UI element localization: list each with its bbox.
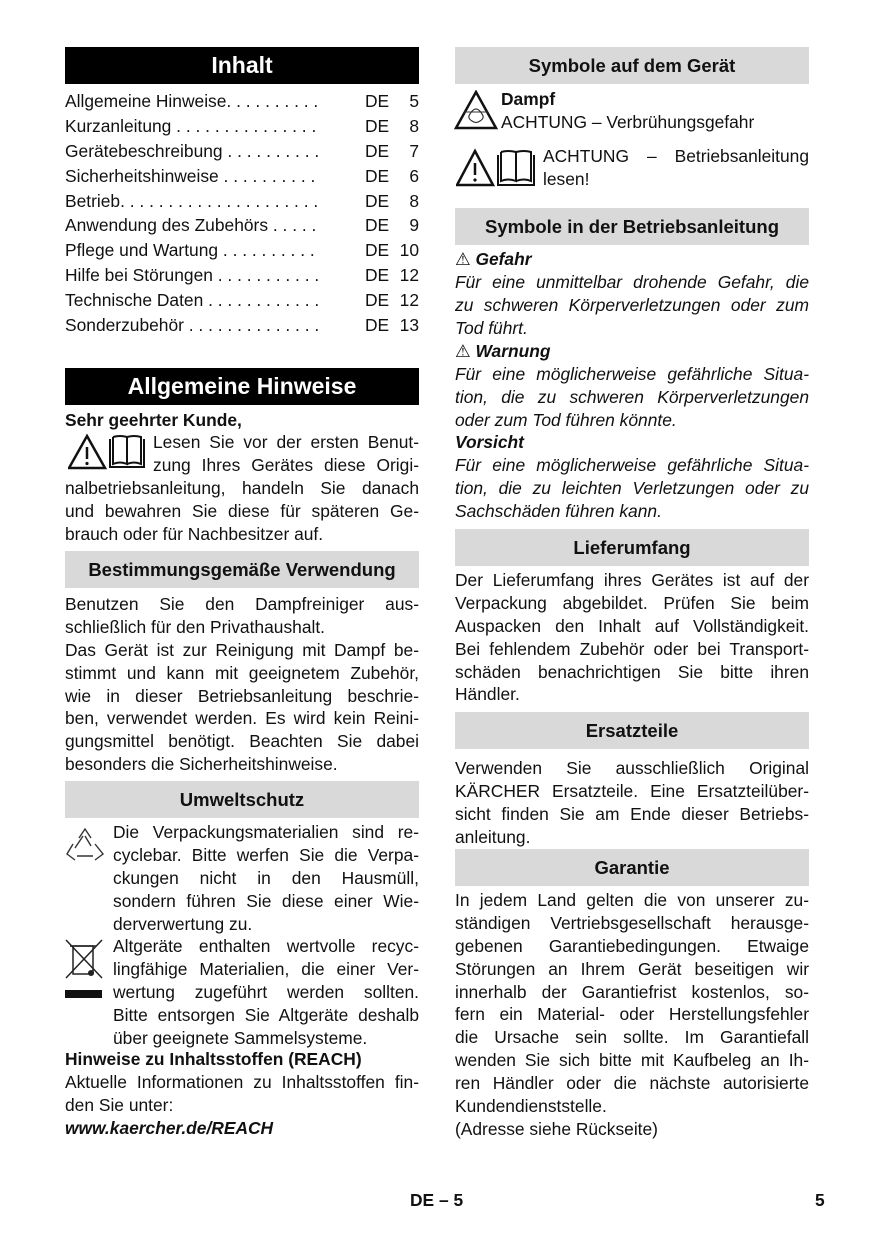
toc-entry-page: 10: [399, 240, 419, 261]
text-line: und bewahren Sie diese für späteren Ge-: [65, 500, 419, 521]
reach-text: [65, 1071, 419, 1117]
text-line: Benutzen Sie den Dampfreiniger aus-: [65, 594, 419, 614]
toc-entry-page: 12: [399, 265, 419, 286]
warnung-heading: ⚠ Warnung: [455, 341, 551, 361]
toc-entry-prefix: DE: [365, 165, 390, 186]
text-line: brauch oder für Nachbesitzer auf.: [65, 523, 324, 544]
toc-entry-page: 8: [409, 190, 419, 211]
toc-entry-label: Anwendung des Zubehörs . . . . .: [65, 215, 317, 236]
toc-entry-label: Gerätebeschreibung . . . . . . . . . .: [65, 140, 320, 161]
reach-link[interactable]: www.kaercher.de/REACH: [65, 1118, 274, 1138]
text-line: Sachschäden führen kann.: [455, 500, 662, 521]
text-line: nalbetriebsanleitung, handeln Sie danach: [65, 477, 419, 498]
text-line: Die Verpackungsmaterialien sind re-: [113, 822, 419, 842]
table-of-contents: [65, 89, 419, 338]
text-line: den Sie unter:: [65, 1094, 174, 1115]
text-line: fern ein Material- oder Herstellungsfehler: [455, 1004, 809, 1025]
toc-entry-prefix: DE: [365, 140, 390, 161]
toc-entry-page: 6: [409, 165, 419, 186]
section-heading-bestimmung: Bestimmungsgemäße Verwendung: [65, 551, 419, 588]
toc-entry-label: Technische Daten . . . . . . . . . . . .: [65, 290, 320, 311]
text-line: cyclebar. Bitte werfen Sie die Verpa-: [113, 844, 419, 865]
section-heading-symbole-anleitung: Symbole in der Betriebsanleitung: [455, 208, 809, 245]
text-line: Bitte entsorgen Sie Altgeräte deshalb: [113, 1004, 419, 1025]
toc-entry-label: Allgemeine Hinweise. . . . . . . . . .: [65, 91, 319, 111]
gefahr-heading: ⚠ Gefahr: [455, 249, 532, 269]
section-heading-umweltschutz: Umweltschutz: [65, 781, 419, 818]
toc-entry[interactable]: [65, 238, 419, 263]
recycling-icon: [65, 826, 105, 864]
greeting: Sehr geehrter Kunde,: [65, 410, 242, 430]
text-line: ckungen nicht in den Hausmüll,: [113, 867, 419, 888]
text-line: ständigen Vertriebsgesellschaft herausge-: [455, 912, 809, 933]
text-line: Tod führt.: [455, 317, 528, 338]
text-line: Auspacken den Inhalt auf Vollständigkeit.: [455, 615, 809, 636]
toc-entry-label: Sonderzubehör . . . . . . . . . . . . . .: [65, 315, 320, 336]
toc-entry-prefix: DE: [365, 265, 390, 286]
warning-read-manual-icon: [456, 148, 538, 188]
weee-text: [113, 935, 419, 1049]
dampf-title: Dampf: [501, 89, 556, 109]
text-line: tion, die zu leichten Verletzungen oder zu: [455, 477, 809, 498]
text-line: Bei fehlendem Zubehör oder bei Transport-: [455, 638, 809, 659]
text-line: KÄRCHER Ersatzteile. Eine Ersatzteilüber-: [455, 780, 809, 801]
toc-entry-prefix: DE: [365, 315, 390, 336]
text-line: sondern führen Sie diese einer Wie-: [113, 890, 419, 911]
vorsicht-heading: Vorsicht: [455, 432, 524, 452]
toc-entry[interactable]: [65, 313, 419, 338]
text-line: sicht finden Sie am Ende dieser Betriebs-: [455, 803, 809, 824]
text-line: In jedem Land gelten die von unserer zu-: [455, 890, 809, 910]
toc-entry[interactable]: [65, 139, 419, 164]
reach-heading: Hinweise zu Inhaltsstoffen (REACH): [65, 1049, 362, 1069]
toc-entry-page: 8: [409, 115, 419, 136]
section-heading-ersatzteile: Ersatzteile: [455, 712, 809, 749]
section-heading-symbole-geraet: Symbole auf dem Gerät: [455, 47, 809, 84]
gefahr-text: [455, 271, 809, 340]
text-line: Aktuelle Informationen zu Inhaltsstoffen fin-: [65, 1072, 419, 1092]
text-line: ACHTUNG – Betriebsanleitung: [543, 146, 809, 166]
toc-heading: Inhalt: [65, 47, 419, 84]
text-line: Kundendienststelle.: [455, 1096, 607, 1117]
manual-warning-text: [543, 145, 809, 191]
text-line: Für eine möglicherweise gefährliche Situa-: [455, 364, 809, 384]
toc-entry[interactable]: [65, 288, 419, 313]
text-line: Verpackung abgebildet. Prüfen Sie beim: [455, 592, 809, 613]
text-line: die Ursache sein sollte. Im Garantiefall: [455, 1027, 809, 1048]
text-line: Altgeräte enthalten wertvolle recyc-: [113, 936, 419, 956]
text-line: wertung zugeführt werden sollten.: [113, 981, 419, 1002]
section-heading-garantie: Garantie: [455, 849, 809, 886]
toc-entry-label: Kurzanleitung . . . . . . . . . . . . . . .: [65, 115, 317, 136]
toc-entry-prefix: DE: [365, 115, 390, 136]
text-line: Händler.: [455, 684, 520, 705]
garantie-text: [455, 889, 809, 1141]
toc-entry-label: Pflege und Wartung . . . . . . . . . .: [65, 240, 315, 261]
toc-entry-label: Sicherheitshinweise . . . . . . . . . .: [65, 165, 316, 186]
recycling-text: [113, 821, 419, 935]
text-line: Störungen an Ihrem Gerät beseitigen wir: [455, 958, 809, 979]
text-line: schließlich für den Privathaushalt.: [65, 616, 326, 637]
dampf-text: ACHTUNG – Verbrühungsgefahr: [501, 112, 755, 132]
footer-page-number: 5: [815, 1190, 825, 1210]
footer-page-label: DE – 5: [410, 1190, 464, 1210]
text-line: anleitung.: [455, 826, 531, 847]
ersatzteile-text: [455, 757, 809, 849]
toc-entry-label: Hilfe bei Störungen . . . . . . . . . . .: [65, 265, 320, 286]
text-line: derverwertung zu.: [113, 913, 253, 934]
warning-triangle-icon: ⚠: [455, 341, 471, 361]
section-heading-allgemeine-hinweise: Allgemeine Hinweise: [65, 368, 419, 405]
toc-entry[interactable]: [65, 164, 419, 189]
text-line: gebenen Garantiebedingungen. Etwaige: [455, 935, 809, 956]
toc-entry-prefix: DE: [365, 290, 390, 311]
text-line: Für eine möglicherweise gefährliche Situa-: [455, 455, 809, 475]
text-line: Lesen Sie vor der ersten Benut-: [153, 432, 419, 452]
text-line: gungsmittel benötigt. Beachten Sie dabei: [65, 731, 419, 752]
toc-entry-page: 5: [409, 91, 419, 111]
text-line: Das Gerät ist zur Reinigung mit Dampf be-: [65, 639, 419, 660]
toc-entry-prefix: DE: [365, 190, 390, 211]
text-line: ben, verwendet werden. Es wird kein Reini-: [65, 708, 419, 729]
warnung-text: [455, 363, 809, 432]
toc-entry-prefix: DE: [365, 215, 390, 236]
text-line: stimmt und kann mit geeignetem Zubehör,: [65, 662, 419, 683]
text-line: zung Ihres Gerätes diese Origi-: [153, 454, 419, 475]
text-line: oder zum Tod führen könnte.: [455, 409, 677, 430]
text-line: lesen!: [543, 168, 590, 189]
toc-entry[interactable]: [65, 114, 419, 139]
toc-entry-prefix: DE: [365, 91, 390, 111]
bestimmung-text: [65, 593, 419, 776]
lieferumfang-text: [455, 569, 809, 706]
toc-entry[interactable]: [65, 89, 419, 114]
text-line: wie in dieser Betriebsanleitung beschrie-: [65, 685, 419, 706]
allgemein-text: [65, 431, 419, 545]
weee-bin-icon: [64, 938, 104, 1000]
toc-entry-label: Betrieb. . . . . . . . . . . . . . . . . . . . .: [65, 190, 319, 211]
text-line: ren Händler oder die nächste autorisierte: [455, 1073, 809, 1094]
text-line: innerhalb der Garantiefrist kostenlos, so-: [455, 981, 809, 1002]
toc-entry-page: 7: [409, 140, 419, 161]
text-line: (Adresse siehe Rückseite): [455, 1118, 658, 1139]
toc-entry-page: 12: [399, 290, 419, 311]
toc-entry-page: 13: [399, 315, 419, 336]
text-line: wenden Sie sich bitte mit Kaufbeleg an Ih-: [455, 1050, 809, 1071]
toc-entry[interactable]: [65, 189, 419, 214]
text-line: Verwenden Sie ausschließlich Original: [455, 758, 809, 778]
text-line: lingfähige Materialien, die einer Ver-: [113, 958, 419, 979]
toc-entry[interactable]: [65, 263, 419, 288]
toc-entry-prefix: DE: [365, 240, 390, 261]
vorsicht-text: [455, 454, 809, 523]
text-line: zu schweren Körperverletzungen oder zum: [455, 294, 809, 315]
hot-steam-warning-icon: [454, 90, 498, 130]
text-line: Der Lieferumfang ihres Gerätes ist auf der: [455, 570, 809, 590]
section-heading-lieferumfang: Lieferumfang: [455, 529, 809, 566]
text-line: Für eine unmittelbar drohende Gefahr, die: [455, 272, 809, 292]
toc-entry[interactable]: [65, 213, 419, 238]
warning-triangle-icon: ⚠: [455, 249, 471, 269]
text-line: tion, die zu schweren Körperverletzungen: [455, 386, 809, 407]
text-line: besonders die Sicherheitshinweise.: [65, 754, 338, 775]
text-line: schäden benachrichtigen Sie bitte ihren: [455, 661, 809, 682]
toc-entry-page: 9: [409, 215, 419, 236]
text-line: über geeignete Sammelsysteme.: [113, 1027, 368, 1048]
